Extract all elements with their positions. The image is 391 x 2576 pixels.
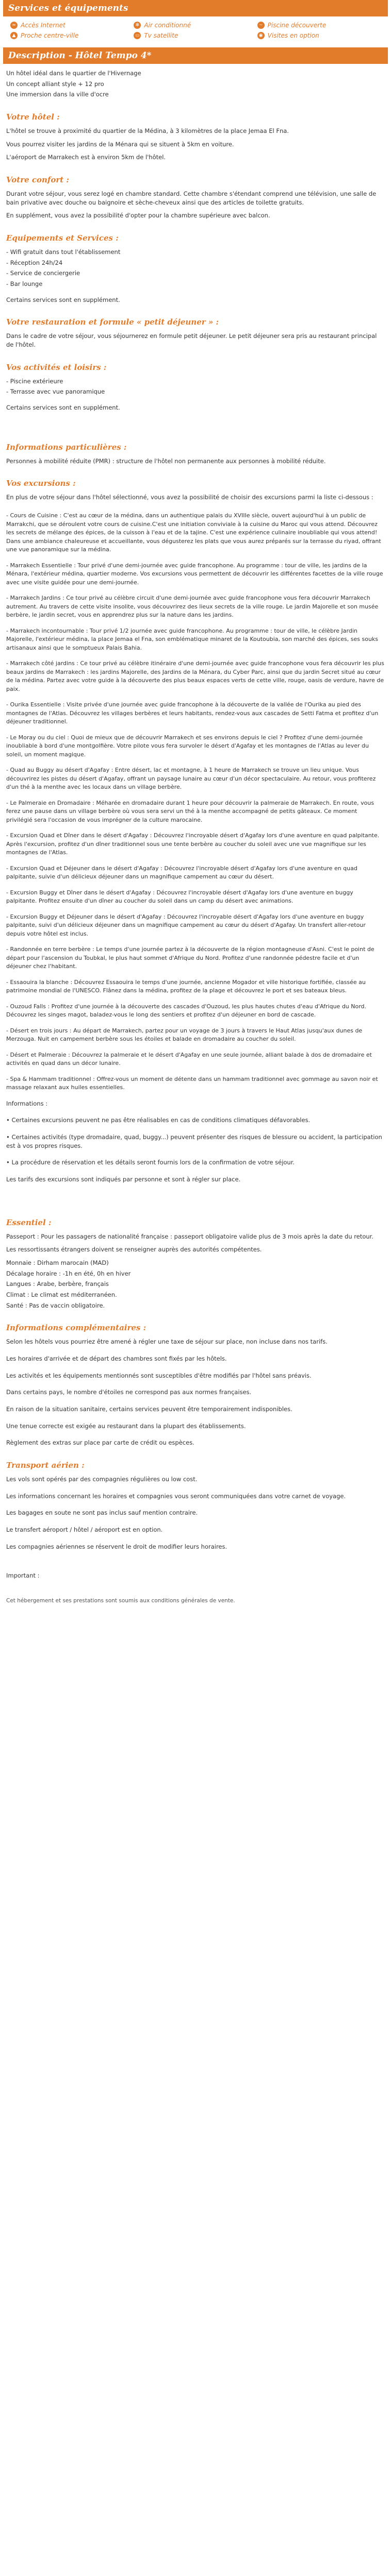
bullet-item: • La procédure de réservation et les détails seront fournis lors de la confirmation de votre séjour. xyxy=(6,1159,295,1166)
supplementary-para: Selon les hôtels vous pourriez être amené à régler une taxe de séjour sur place, non incluse dans nos tarifs. xyxy=(6,1338,328,1346)
excursion-item: - Randonnée en terre berbère : Le temps d'une journée partez à la découverte de la région montagneuse d'Asni. C'est le point de départ pour l'ascension du Toubkal, le plus haut sommet d'Afrique du Nord. Profitez d'une randonnée pédestre facile et d'un déjeuner chez l'habitant. xyxy=(6,946,374,970)
service-item xyxy=(134,22,257,29)
intro-line: Une immersion dans la ville d'ocre xyxy=(6,91,109,98)
intro-line: Un hôtel idéal dans le quartier de l'Hivernage xyxy=(6,70,141,77)
supplementary-list xyxy=(6,1337,385,1447)
essential-line: Langues : Arabe, berbère, français xyxy=(6,1280,109,1288)
transport-para: Les bagages en soute ne sont pas inclus sauf mention contraire. xyxy=(6,1509,198,1517)
equipment-item: - Service de conciergerie xyxy=(6,269,80,277)
supplementary-para: Dans certains pays, le nombre d'étoiles ne correspond pas aux normes françaises. xyxy=(6,1388,252,1396)
supplementary-para: Une tenue correcte est exigée au restaurant dans la plupart des établissements. xyxy=(6,1422,246,1430)
excursion-item: - Marrakech Jardins : Ce tour privé au célèbre circuit d'une demi-journée avec guide francophone vous fera découvrir Marrakech autrement. Au travers de cette visite insolite, vous découvrirez des lieux secrets de la ville rouge. Le jardin Majorelle et son musée berbère, le jardin secret, vous en apprendrez plus sur la nature dans les jardins. xyxy=(6,595,379,619)
supplementary-para: Règlement des extras sur place par carte de crédit ou espèces. xyxy=(6,1439,194,1447)
services-grid xyxy=(3,16,388,45)
important-label: Important : xyxy=(6,1572,40,1580)
excursion-item: - Excursion Buggy et Déjeuner dans le désert d'Agafay : Découvrez l'incroyable désert d'Agafay lors d'une aventure en buggy palpitante, suivi d'un délicieux déjeuner dans un magnifique campement au cœur du désert d'Agafay. Un transfert aller-retour depuis votre hôtel est inclus. xyxy=(6,913,366,937)
equipment-heading: Equipements et Services : xyxy=(6,233,119,243)
excursion-item: - Excursion Quad et Dîner dans le désert d'Agafay : Découvrez l'incroyable désert d'Agafay lors d'une aventure en quad palpitante. Après l'excursion, profitez d'un dîner traditionnel sous une tente berbère au coucher du soleil avec une vue magnifique sur les montagnes de l'Atlas. xyxy=(6,832,380,856)
info-heading: Informations particulières : xyxy=(6,442,127,452)
activities-note: Certains services sont en supplément. xyxy=(6,404,120,412)
excursion-item: - Marrakech Essentielle : Tour privé d'une demi-journée avec guide francophone. Au programme : tour de ville, les jardins de la Ménara, l'extérieur médina, quartier moderne. Vos excursions vous permettent de découvrir les différentes facettes de la ville rouge avec une visite guidée pour une demi-journée. xyxy=(6,562,383,586)
prices-note: Les tarifs des excursions sont indiqués par personne et sont à régler sur place. xyxy=(6,1175,241,1183)
closing-note: Cet hébergement et ses prestations sont soumis aux conditions générales de vente. xyxy=(6,1598,235,1604)
essential-line: Santé : Pas de vaccin obligatoire. xyxy=(6,1301,105,1309)
wifi-icon: ≈ xyxy=(10,22,18,29)
intro-line: Un concept alliant style + 12 pro xyxy=(6,80,104,88)
essential-lines xyxy=(6,1259,385,1310)
excursions-heading: Vos excursions : xyxy=(6,479,76,488)
hotel-para: L'hôtel se trouve à proximité du quartier de la Médina, à 3 kilomètres de la place Jemaa El Fna. xyxy=(6,127,289,135)
service-label: Proche centre-ville xyxy=(21,32,79,39)
supplementary-para: Les horaires d'arrivée et de départ des chambres sont fixés par les hôtels. xyxy=(6,1355,227,1363)
meals-heading: Votre restauration et formule « petit déjeuner » : xyxy=(6,317,219,327)
comfort-para: Durant votre séjour, vous serez logé en chambre standard. Cette chambre s'étendant comprend une télévision, une salle de bain privative avec douche ou baignoire et sèche-cheveux ainsi que des articles de toilette gratuits. xyxy=(6,190,377,206)
essential-line: Climat : Le climat est méditerranéen. xyxy=(6,1291,117,1298)
pool-icon: ~ xyxy=(257,22,265,29)
equipment-item: - Wifi gratuit dans tout l'établissement xyxy=(6,248,121,256)
comfort-para: En supplément, vous avez la possibilité d'opter pour la chambre supérieure avec balcon. xyxy=(6,212,270,219)
camera-icon: ◉ xyxy=(257,32,265,39)
excursion-item: - Quad au Buggy au désert d'Agafay : Entre désert, lac et montagne, à 1 heure de Marrakech se trouve un lieu unique. Vous découvrirez les pistes du désert d'Agafay, offrant un paysage lunaire au cœur d'un décor spectaculaire. Au retour, vous profiterez d'un thé à la menthe avec les locaux dans un village berbère. xyxy=(6,767,376,791)
snowflake-icon: ✻ xyxy=(134,22,141,29)
excursions-intro: En plus de votre séjour dans l'hôtel sélectionné, vous avez la possibilité de choisir des excursions parmi la liste ci-dessous : xyxy=(6,494,373,501)
description-title: Description - Hôtel Tempo 4* xyxy=(3,47,388,64)
transport-list xyxy=(6,1475,385,1551)
tv-icon: ▭ xyxy=(134,32,141,39)
service-item xyxy=(257,32,381,39)
service-item xyxy=(134,32,257,39)
excursion-item: - Ourika Essentielle : Visite privée d'une journée avec guide francophone à la découverte de la vallée de l'Ourika au pied des montagnes de l'Atlas. Découvrez les villages berbères et leurs habitants, rendez-vous aux cascades de Setti Fatma et profitez d'un déjeuner traditionnel. xyxy=(6,701,379,725)
transport-para: Les vols sont opérés par des compagnies régulières ou low cost. xyxy=(6,1476,198,1483)
excursion-item: - Cours de Cuisine : C'est au cœur de la médina, dans un authentique palais du XVIIIe siècle, ouvert aujourd'hui à un public de Marrakchi, que se déroulent votre cours de cuisine.C'est une initiation conviviale à la cuisine du Maroc qui vous attend. Découvrez les secrets de mélange des épices, de la cuisson à l'eau et de la tajine. C'est une expérience culinaire inoubliable qui vous attend! Dans une ambiance chaleureuse et accueillante, vous dégusterez les plats que vous aurez préparés sur la terrasse du riyad, offrant une vue panoramique sur la médina. xyxy=(6,512,381,553)
activities-heading: Vos activités et loisirs : xyxy=(6,362,107,372)
hotel-para: L'aéroport de Marrakech est à environ 5km de l'hôtel. xyxy=(6,154,166,161)
meals-para: Dans le cadre de votre séjour, vous séjournerez en formule petit déjeuner. Le petit déjeuner sera pris au restaurant principal de l'hôtel. xyxy=(6,332,377,349)
bullet-item: • Certaines activités (type dromadaire, quad, buggy...) peuvent présenter des risques de blessure ou accident, la participation est à vos propres risques. xyxy=(6,1133,382,1149)
service-label: Air conditionné xyxy=(144,22,191,29)
description-block xyxy=(3,64,388,1605)
comfort-heading: Votre confort : xyxy=(6,175,69,185)
excursion-item: - Essaouira la blanche : Découvrez Essaouira le temps d'une journée, ancienne Mogador et ville historique fortifiée, classée au patrimoine mondial de l'UNESCO. Flânez dans la médina, profitez de la plage et découvrez le port et ses bateaux bleus. xyxy=(6,978,366,994)
equipment-item: - Bar lounge xyxy=(6,280,43,288)
activities-list xyxy=(6,377,385,396)
activities-item: - Terrasse avec vue panoramique xyxy=(6,388,105,396)
excursion-item: - Excursion Buggy et Dîner dans le désert d'Agafay : Découvrez l'incroyable désert d'Agafay lors d'une aventure en buggy palpitante. Profitez ensuite d'un dîner au coucher du soleil dans un camp du désert avec animations. xyxy=(6,889,353,905)
essential-heading: Essentiel : xyxy=(6,1217,52,1227)
essential-line: Décalage horaire : -1h en été, 0h en hiver xyxy=(6,1269,131,1277)
transport-para: Les compagnies aériennes se réservent le droit de modifier leurs horaires. xyxy=(6,1543,227,1550)
excursions-list xyxy=(6,512,385,1092)
intro-lines xyxy=(6,69,385,99)
excursion-item: - Le Moray ou du ciel : Quoi de mieux que de découvrir Marrakech et ses environs depuis le ciel ? Profitez d'une demi-journée inoubliable à bord d'une montgolfière. Votre pilote vous fera survoler le désert d'Agafay et les montagnes de l'Atlas au lever du soleil, un moment magique. xyxy=(6,734,369,758)
supplementary-para: En raison de la situation sanitaire, certains services peuvent être temporairement indisponibles. xyxy=(6,1405,292,1413)
excursion-item: - Désert en trois jours : Au départ de Marrakech, partez pour un voyage de 3 jours à travers le Haut Atlas jusqu'aux dunes de Merzouga. Nuit en campement berbère sous les étoiles et balade en dromadaire au coucher du soleil. xyxy=(6,1027,363,1043)
service-label: Accès Internet xyxy=(21,22,66,29)
excursion-item: - Le Palmeraie en Dromadaire : Méharée en dromadaire durant 1 heure pour découvrir la palmeraie de Marrakech. En route, vous ferez une pause dans un village berbère où vous sera servi un thé à la menthe accompagné de petits gâteaux. Ce moment privilégié sera l'occasion de vous imprégner de la culture marocaine. xyxy=(6,799,374,823)
info-para: Personnes à mobilité réduite (PMR) : structure de l'hôtel non permanente aux personnes à mobilité réduite. xyxy=(6,457,326,465)
transport-para: Les informations concernant les horaires et compagnies vous seront communiquées dans votre carnet de voyage. xyxy=(6,1492,346,1500)
essential-para: Passeport : Pour les passagers de nationalité française : passeport obligatoire valide plus de 3 mois après la date du retour. xyxy=(6,1232,373,1240)
excursion-item: - Spa & Hammam traditionnel : Offrez-vous un moment de détente dans un hammam traditionnel avec gommage au savon noir et massage relaxant aux huiles essentielles. xyxy=(6,1075,378,1091)
excursion-item: - Désert et Palmeraie : Découvrez la palmeraie et le désert d'Agafay en une seule journée, alliant balade à dos de dromadaire et activités en quad dans un décor lunaire. xyxy=(6,1051,372,1067)
transport-heading: Transport aérien : xyxy=(6,1461,85,1470)
equipment-item: - Réception 24h/24 xyxy=(6,259,63,266)
equipment-note: Certains services sont en supplément. xyxy=(6,296,120,303)
service-label: Piscine découverte xyxy=(267,22,327,29)
equipment-list xyxy=(6,248,385,289)
services-title: Services et équipements xyxy=(3,0,388,16)
excursion-item: - Marrakech côté jardins : Ce tour privé au célèbre itinéraire d'une demi-journée avec guide francophone vous fera découvrir les plus beaux jardins de Marrakech : les jardins Majorelle, des Jardins de la Ménara, du Cyber Parc, ainsi que du jardin Secret situé au cœur de la médina. Partez avec votre guide à la découverte des plus beaux espaces verts de cette ville, rouge, oasis de verdure, havre de paix. xyxy=(6,660,384,692)
essential-line: Monnaie : Dirham marocain (MAD) xyxy=(6,1259,109,1266)
essential-para: Les ressortissants étrangers doivent se renseigner auprès des autorités compétentes. xyxy=(6,1246,262,1253)
service-item xyxy=(10,32,134,39)
service-label: Tv satellite xyxy=(144,32,178,39)
excursion-item: - Excursion Quad et Déjeuner dans le désert d'Agafay : Découvrez l'incroyable désert d'Agafay lors d'une aventure en quad palpitante, suivie d'un délicieux déjeuner dans un magnifique campement au cœur du désert. xyxy=(6,865,357,880)
hotel-heading: Votre hôtel : xyxy=(6,112,60,122)
city-icon: ▲ xyxy=(10,32,18,39)
excursion-notes xyxy=(6,1099,385,1184)
bullet-intro: Informations : xyxy=(6,1099,48,1107)
supplementary-heading: Informations complémentaires : xyxy=(6,1323,146,1333)
transport-para: Le transfert aéroport / hôtel / aéroport est en option. xyxy=(6,1526,163,1534)
activities-item: - Piscine extérieure xyxy=(6,377,63,385)
service-item xyxy=(10,22,134,29)
bullet-item: • Certaines excursions peuvent ne pas être réalisables en cas de conditions climatiques défavorables. xyxy=(6,1116,311,1124)
service-item xyxy=(257,22,381,29)
hotel-para: Vous pourrez visiter les jardins de la Ménara qui se situent à 5km en voiture. xyxy=(6,140,234,148)
excursion-item: - Marrakech incontournable : Tour privé 1/2 journée avec guide francophone. Au programme : tour de ville, le célèbre Jardin Majorelle, l'extérieur médina, la place Jemaa el Fna, son emblématique minaret de la Koutoubia, son marché des épices, ses souks artisanaux ainsi que le somptueux Palais Bahia. xyxy=(6,627,379,651)
supplementary-para: Les activités et les équipements mentionnés sont susceptibles d'être modifiés par l'hôtel sans préavis. xyxy=(6,1371,312,1379)
excursion-item: - Ouzoud Falls : Profitez d'une journée à la découverte des cascades d'Ouzoud, les plus hautes chutes d'eau d'Afrique du Nord. Découvrez les singes magot, baladez-vous le long des sentiers et profitez d'un déjeuner en bord de cascade. xyxy=(6,1003,367,1019)
service-label: Visites en option xyxy=(267,32,319,39)
